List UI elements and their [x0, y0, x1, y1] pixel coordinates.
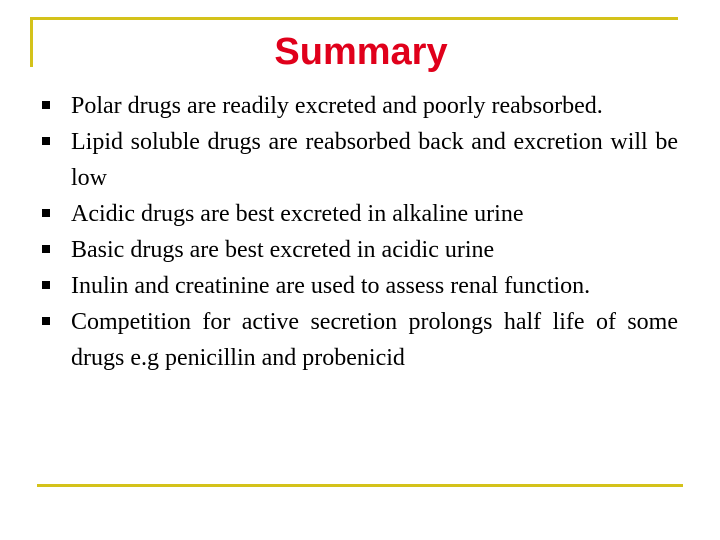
square-bullet-icon	[42, 245, 50, 253]
top-divider	[30, 17, 678, 20]
bullet-item	[42, 196, 678, 232]
slide-title: Summary	[274, 31, 448, 73]
bullet-text: Polar drugs are readily excreted and poorly reabsorbed.	[71, 93, 603, 119]
square-bullet-icon	[42, 317, 50, 325]
bullet-item	[42, 268, 678, 304]
bottom-divider	[37, 484, 683, 487]
square-bullet-icon	[42, 281, 50, 289]
bullet-item	[42, 304, 678, 376]
square-bullet-icon	[42, 137, 50, 145]
bullet-item	[42, 88, 678, 124]
bullet-item	[42, 232, 678, 268]
bullet-text: Basic drugs are best excreted in acidic urine	[71, 237, 495, 263]
bullet-list	[42, 88, 678, 376]
square-bullet-icon	[42, 101, 50, 109]
bullet-text: Inulin and creatinine are used to assess renal function.	[71, 273, 591, 299]
square-bullet-icon	[42, 209, 50, 217]
bullet-text: Competition for active secretion prolongs half life of some drugs e.g penicillin and probenicid	[71, 309, 678, 371]
bullet-item	[42, 124, 678, 196]
bullet-text: Lipid soluble drugs are reabsorbed back and excretion will be low	[71, 129, 678, 191]
bullet-text: Acidic drugs are best excreted in alkaline urine	[71, 201, 524, 227]
